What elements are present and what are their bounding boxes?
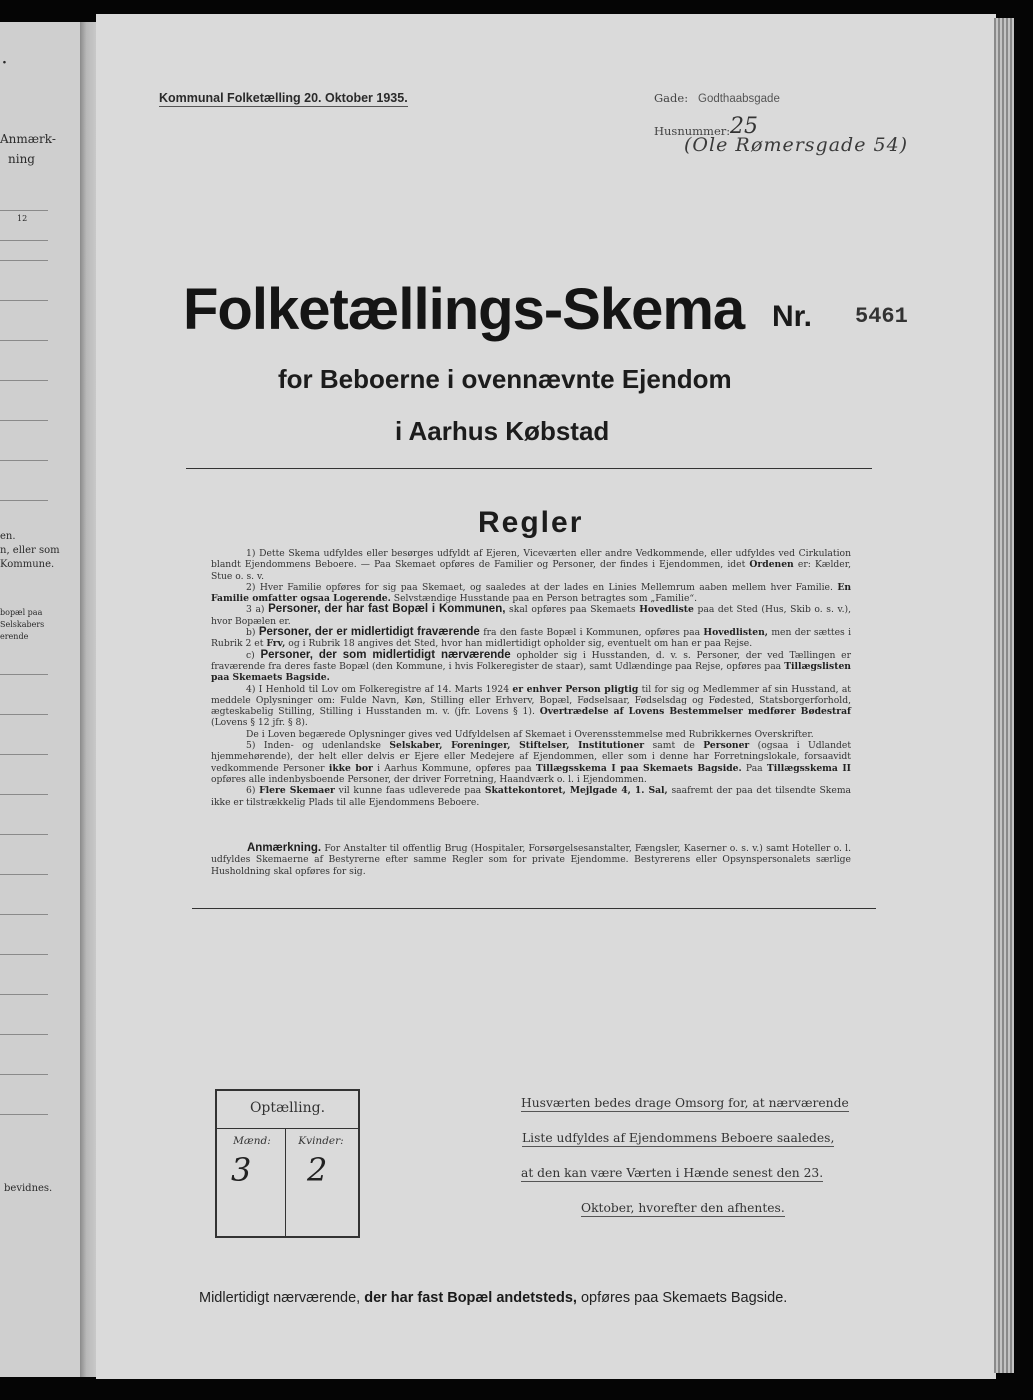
remark-label: Anmærkning.: [247, 842, 322, 854]
rule-5: 5) Inden- og udenlandske Selskaber, Foreninger, Stiftelser, Institutioner samt de Personer (ogsaa i Udlandet hjemmehørende), der helt eller delvis er Ejere eller Medejere af Ejendommen, eller som i denne har Forretningslokale, forsaavidt vedkommende Personer ikke bor i Aarhus Kommune, opføres paa Tillægsskema I paa Skemaets Bagside. Paa Tillægsskema II opføres alle indenbysboende Personer, der driver Forretning, Haandværk o. l. i Ejendommen.: [211, 740, 852, 785]
previous-page-edge: [0, 22, 80, 1377]
left-page-rule: [0, 300, 48, 301]
left-page-rule: [0, 420, 48, 421]
census-header: Kommunal Folketælling 20. Oktober 1935.: [159, 91, 408, 105]
maend-count: 3: [231, 1151, 252, 1189]
gade-label: Gade:: [654, 91, 689, 105]
rules-body: [211, 548, 851, 808]
left-page-rule: [0, 954, 48, 955]
left-page-fragment: Selskabers: [0, 620, 45, 629]
form-subtitle: for Beboerne i ovennævnte Ejendom: [278, 364, 732, 394]
divider: [192, 908, 876, 909]
rule-4: 4) I Henhold til Lov om Folkeregistre af 14. Marts 1924 er enhver Person pligtig til for sig og Medlemmer af sin Husstand, at meddele Oplysninger om: Fulde Navn, Køn, Stilling eller Erhverv, Bopæl, Fødselsaar, Fødselsdag og Fødested, Statsborgerforhold, ægteskabelig Stilling, Stilling i Husstanden m. v. (jfr. Lovens § 1). Overtrædelse af Lovens Bestemmelser medfører Bødestraf (Lovens § 12 jfr. § 8).: [211, 683, 851, 729]
rule-1: 1) Dette Skema udfyldes eller besørges udfyldt af Ejeren, Viceværten eller andre Vedkommende, eller udfyldes ved Cirkulation blandt Ejendommens Beboere. — Paa Skemaet opføres de Familier og Personer, der findes i Ejendommen, idet Ordenen er: Kælder, Stue o. s. v.: [211, 548, 852, 582]
left-page-rule: [0, 834, 48, 835]
maend-label: Mænd:: [233, 1135, 271, 1147]
left-page-rule: [0, 260, 48, 261]
form-number: 5461: [855, 304, 908, 329]
husnummer-note: (Ole Rømersgade 54): [684, 134, 909, 156]
rule-3c: c) Personer, der som midlertidigt nærværende opholder sig i Husstanden, d. v. s. Personer, der ved Tællingen er fraværende fra deres faste Bopæl (den Kommune, i hvis Folkeregister de staar), samt Udlændinge paa Rejse, opføres paa Tillægslisten paa Skemaets Bagside.: [211, 648, 852, 684]
instruction-line: at den kan være Værten i Hænde senest den 23.: [521, 1166, 824, 1180]
footer-note: Midlertidigt nærværende, der har fast Bopæl andetsteds, opføres paa Skemaets Bagside.: [199, 1290, 788, 1306]
left-page-fragment: 12: [17, 214, 28, 223]
rule-3b: b) Personer, der er midlertidigt fraværende fra den faste Bopæl i Kommunen, opføres paa Hovedlisten, men der sættes i Rubrik 2 et Frv, og i Rubrik 18 angives det Sted, hvor han midlertidigt opholder sig, eventuelt om han er paa Rejse.: [211, 626, 852, 650]
count-box-rule: [217, 1128, 358, 1129]
left-page-rule: [0, 714, 48, 715]
instruction-line: Liste udfyldes af Ejendommens Beboere saaledes,: [522, 1131, 835, 1145]
left-page-rule: [0, 340, 48, 341]
rules-heading: Regler: [478, 506, 584, 539]
form-subtitle-city: i Aarhus Købstad: [395, 416, 610, 446]
husnummer-label: Husnummer:: [654, 124, 731, 138]
left-page-rule: [0, 874, 48, 875]
kvinder-count: 2: [307, 1151, 328, 1189]
left-page-rule: [0, 1114, 48, 1115]
nr-label: Nr.: [772, 300, 813, 333]
rule-2: 2) Hver Familie opføres for sig paa Skemaet, og saaledes at der lades en Linies Mellemrum aaben mellem hver Familie. En Familie omfatter ogsaa Logerende. Selvstændige Husstande paa en Person betragtes som „Familie“.: [211, 581, 851, 605]
left-page-rule: [0, 500, 48, 501]
left-page-fragment: bevidnes.: [4, 1183, 53, 1194]
count-box: [215, 1089, 360, 1238]
count-box-divider: [285, 1128, 286, 1236]
husnummer-value: 25: [730, 114, 758, 139]
remark-paragraph: [211, 843, 851, 877]
gade-value: Godthaabsgade: [698, 93, 780, 105]
left-page-rule: [0, 794, 48, 795]
page-stack-edge: [994, 18, 1014, 1373]
left-page-rule: [0, 754, 48, 755]
left-page-fragment: bopæl paa: [0, 608, 43, 617]
left-page-fragment: Anmærk-: [0, 132, 56, 146]
left-page-fragment: ning: [8, 152, 35, 166]
divider: [186, 468, 872, 469]
remark-text: For Anstalter til offentlig Brug (Hospitaler, Forsørgelsesanstalter, Fængsler, Kaserner o. s. v.) samt Hoteller o. l. udfyldes Skemaerne af Bestyrerne efter samme Regler som for private Ejendomme. Bestyrerens eller Opsynspersonalets særlige Husholdning skal opføres for sig.: [211, 843, 851, 877]
left-page-rule: [0, 994, 48, 995]
left-page-rule: [0, 674, 48, 675]
instruction-line: Oktober, hvorefter den afhentes.: [581, 1201, 785, 1215]
kvinder-label: Kvinder:: [298, 1135, 344, 1147]
left-page-rule: [0, 460, 48, 461]
left-page-fragment: en.: [0, 531, 16, 542]
left-page-rule: [0, 914, 48, 915]
left-page-rule: [0, 1034, 48, 1035]
count-title: Optælling.: [249, 1100, 326, 1116]
left-page-rule: [0, 210, 48, 211]
book-spine: [80, 22, 96, 1377]
rule-3a: 3 a) Personer, der har fast Bopæl i Kommunen, skal opføres paa Skemaets Hovedliste paa det Sted (Hus, Skib o. s. v.), hvor Bopælen er.: [211, 603, 852, 627]
left-page-fragment: erende: [0, 632, 29, 641]
left-page-rule: [0, 1074, 48, 1075]
rule-4b: De i Loven begærede Oplysninger gives ved Udfyldelsen af Skemaet i Overensstemmelse med Rubrikkernes Overskrifter.: [246, 728, 814, 740]
left-page-fragment: Kommune.: [0, 559, 55, 570]
left-page-fragment: ·: [2, 55, 7, 71]
left-page-fragment: n, eller som: [0, 545, 60, 556]
left-page-rule: [0, 240, 48, 241]
form-title: Folketællings-Skema: [183, 277, 745, 342]
rule-6: 6) Flere Skemaer vil kunne faas udleverede paa Skattekontoret, Mejlgade 4, 1. Sal, saafremt der paa det tilsendte Skema ikke er tilstrækkelig Plads til alle Ejendommens Beboere.: [211, 785, 852, 808]
left-page-rule: [0, 380, 48, 381]
instruction-line: Husværten bedes drage Omsorg for, at nærværende: [521, 1096, 849, 1110]
